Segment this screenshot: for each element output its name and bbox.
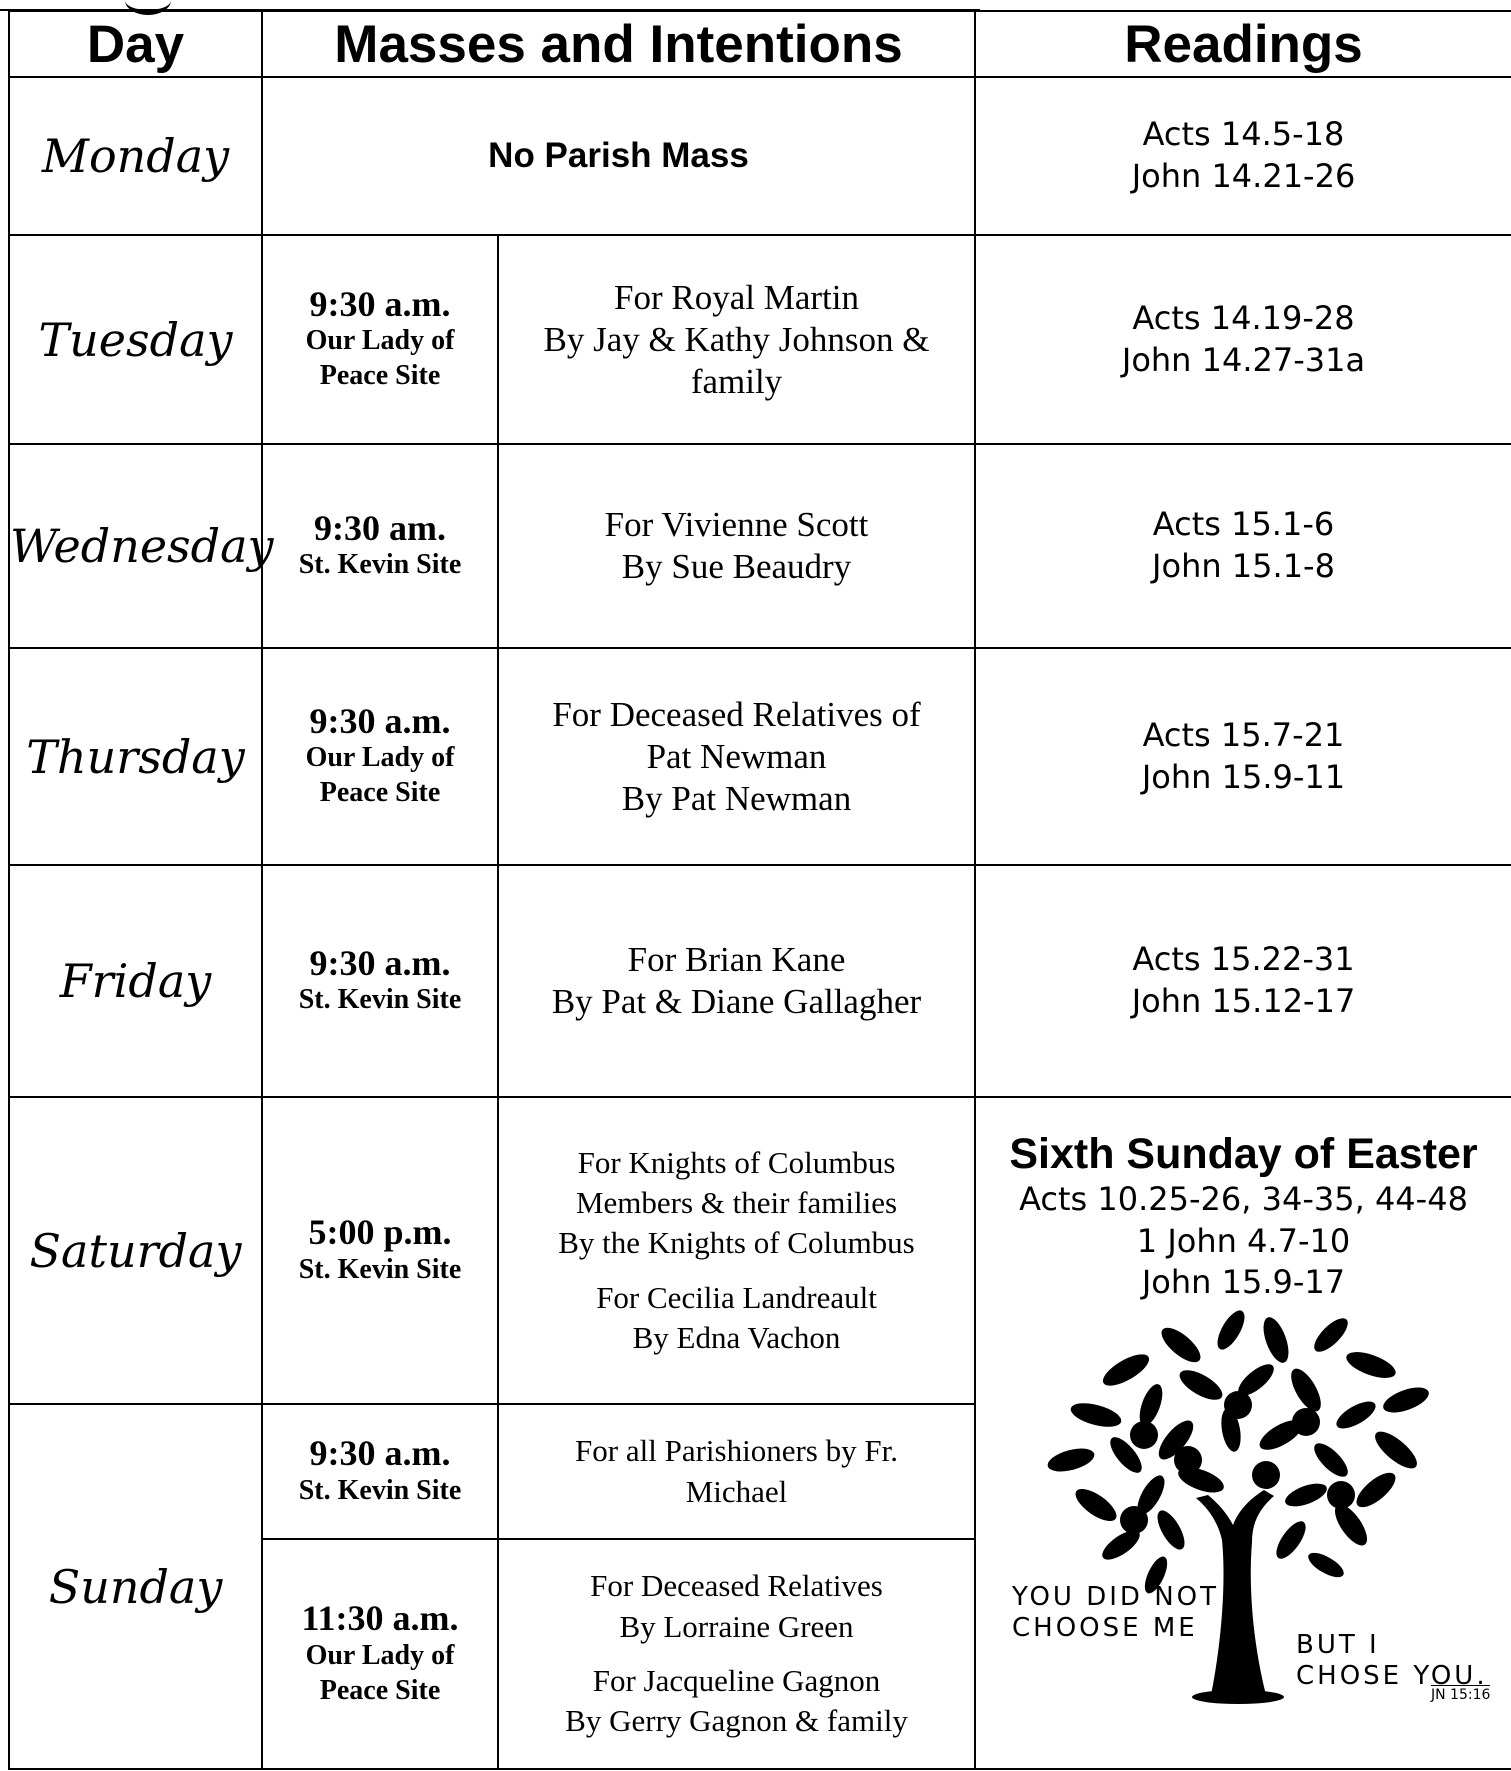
day-label-thursday: Thursday xyxy=(9,648,262,865)
mass-intention: For all Parishioners by Fr. Michael xyxy=(575,1433,898,1509)
sunday-title: Sixth Sunday of Easter xyxy=(1009,1130,1478,1178)
intention-cell-friday xyxy=(498,865,975,1097)
sunday-readings-cell xyxy=(975,1097,1511,1769)
day-column-header: Day xyxy=(9,11,262,77)
mass-time-cell-wednesday xyxy=(262,444,498,648)
day-label-tuesday: Tuesday xyxy=(9,235,262,444)
mass-site: St. Kevin Site xyxy=(298,1474,462,1506)
intention-cell-wednesday xyxy=(498,444,975,648)
mass-time: 9:30 a.m. xyxy=(309,700,451,741)
mass-intention: For Knights of Columbus Members & their families By the Knights of Columbus xyxy=(558,1144,915,1261)
readings-wednesday: Acts 15.1-6 John 15.1-8 xyxy=(975,444,1511,648)
mass-time: 9:30 a.m. xyxy=(309,1433,451,1474)
intention-cell-saturday xyxy=(498,1097,975,1404)
verse-right-text: BUT I CHOSE YOU. xyxy=(1296,1629,1488,1691)
mass-time: 5:00 p.m. xyxy=(308,1212,452,1253)
readings-monday: Acts 14.5-18 John 14.21-26 xyxy=(975,77,1511,235)
tree-artwork xyxy=(976,1310,1511,1705)
day-label-friday: Friday xyxy=(9,865,262,1097)
mass-site: Our Lady of Peace Site xyxy=(305,325,455,392)
verse-left-text: YOU DID NOT CHOOSE ME xyxy=(1012,1581,1219,1643)
mass-site: St. Kevin Site xyxy=(298,984,462,1016)
day-label-saturday: Saturday xyxy=(9,1097,262,1404)
intention-cell-tuesday xyxy=(498,235,975,444)
thursday-row xyxy=(9,648,1511,865)
mass-intention: For Cecilia Landreault By Edna Vachon xyxy=(596,1279,877,1355)
wednesday-row xyxy=(9,444,1511,648)
no-mass-notice: No Parish Mass xyxy=(262,77,975,235)
mass-time-cell-sunday-2 xyxy=(262,1539,498,1769)
mass-time: 9:30 am. xyxy=(314,507,446,548)
saturday-row xyxy=(9,1097,1511,1404)
mass-site: St. Kevin Site xyxy=(298,1253,462,1285)
tuesday-row xyxy=(9,235,1511,444)
mass-intention: For Deceased Relatives of Pat Newman By Pat Newman xyxy=(552,694,921,818)
readings-column-header: Readings xyxy=(975,11,1511,77)
header-row xyxy=(9,11,1511,77)
mass-intention: For Royal Martin By Jay & Kathy Johnson & family xyxy=(543,277,930,401)
mass-intention: For Brian Kane By Pat & Diane Gallagher xyxy=(551,940,922,1021)
mass-intention: For Deceased Relatives By Lorraine Green xyxy=(590,1568,883,1644)
day-label-sunday: Sunday xyxy=(9,1404,262,1769)
intention-cell-thursday xyxy=(498,648,975,865)
mass-site: Our Lady of Peace Site xyxy=(305,1639,455,1706)
sunday-readings: Acts 10.25-26, 34-35, 44-48 1 John 4.7-10 John 15.9-17 xyxy=(1019,1180,1468,1302)
readings-tuesday: Acts 14.19-28 John 14.27-31a xyxy=(975,235,1511,444)
mass-intention: For Jacqueline Gagnon By Gerry Gagnon & family xyxy=(565,1663,908,1739)
intention-cell-sunday-2 xyxy=(498,1539,975,1769)
verse-reference: JN 15:16 xyxy=(1431,1686,1491,1703)
mass-time-cell-tuesday xyxy=(262,235,498,444)
mass-time: 9:30 a.m. xyxy=(309,942,451,983)
mass-site: Our Lady of Peace Site xyxy=(305,742,455,809)
mass-schedule-table xyxy=(8,10,1511,1770)
day-label-wednesday: Wednesday xyxy=(9,444,262,648)
mass-time: 11:30 a.m. xyxy=(301,1598,459,1639)
mass-time-cell-sunday-1 xyxy=(262,1404,498,1539)
readings-friday: Acts 15.22-31 John 15.12-17 xyxy=(975,865,1511,1097)
mass-time-cell-thursday xyxy=(262,648,498,865)
friday-row xyxy=(9,865,1511,1097)
readings-thursday: Acts 15.7-21 John 15.9-11 xyxy=(975,648,1511,865)
mass-time-cell-friday xyxy=(262,865,498,1097)
intention-cell-sunday-1 xyxy=(498,1404,975,1539)
mass-time-cell-saturday xyxy=(262,1097,498,1404)
day-label-monday: Monday xyxy=(9,77,262,235)
masses-column-header: Masses and Intentions xyxy=(262,11,975,77)
mass-site: St. Kevin Site xyxy=(298,549,462,581)
monday-row xyxy=(9,77,1511,235)
mass-intention: For Vivienne Scott By Sue Beaudry xyxy=(604,505,869,586)
mass-time: 9:30 a.m. xyxy=(309,283,451,324)
